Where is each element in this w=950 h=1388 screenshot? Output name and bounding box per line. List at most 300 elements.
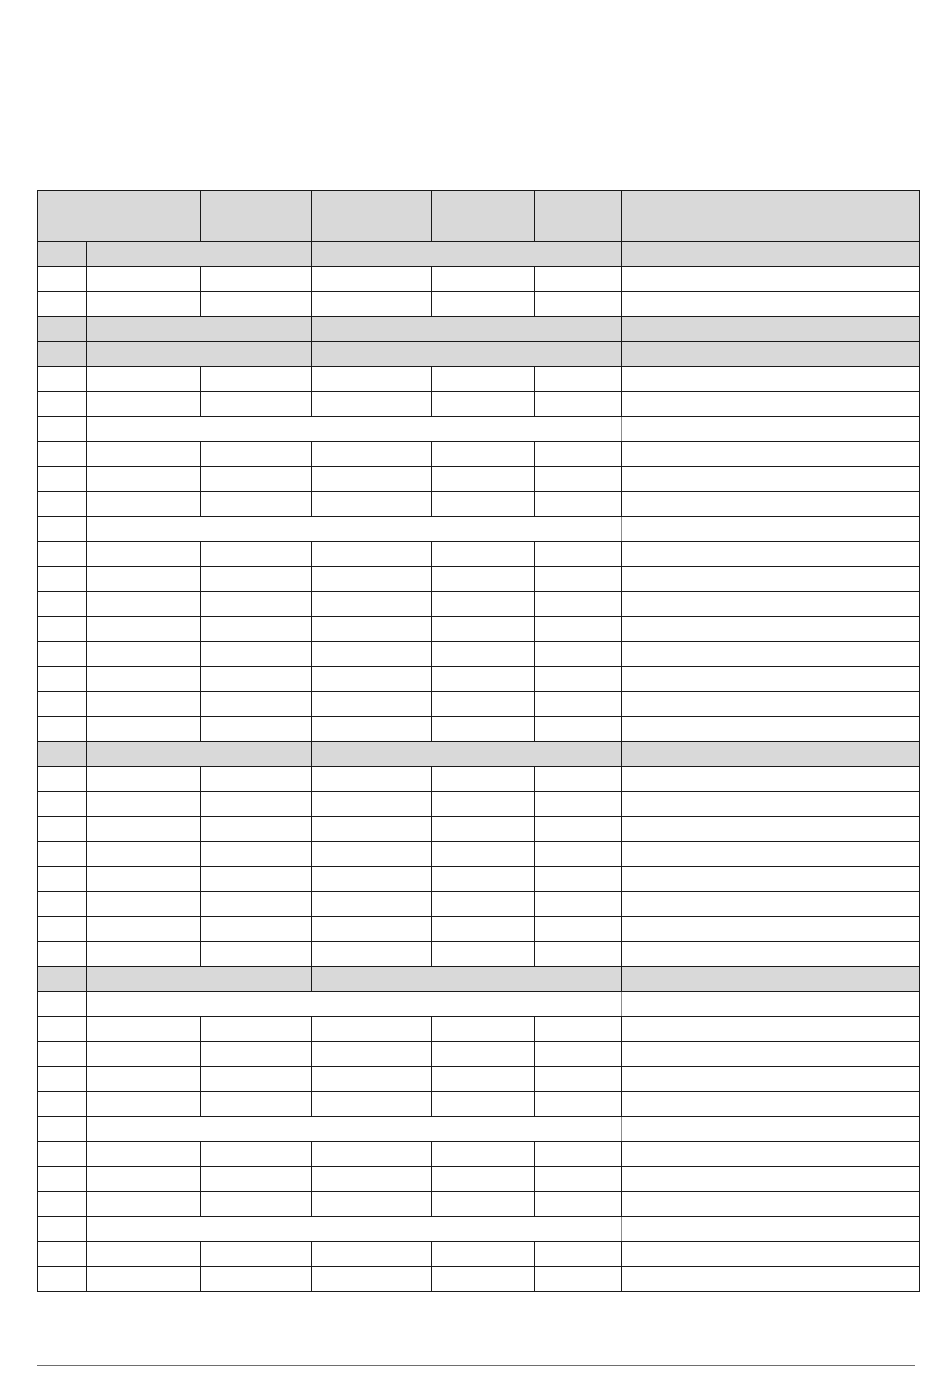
header-cell [201,191,312,242]
table-cell [622,917,920,942]
table-cell [87,792,201,817]
table-cell [622,817,920,842]
table-cell [432,617,535,642]
table-cell [201,617,312,642]
table-cell [201,292,312,317]
table-cell [38,767,87,792]
table-cell [535,1142,622,1167]
table-cell [201,767,312,792]
table-cell [87,692,201,717]
table-cell [38,542,87,567]
table-cell [535,1017,622,1042]
table-row [38,517,920,542]
table-cell [622,667,920,692]
table-cell [535,867,622,892]
table-cell [432,667,535,692]
table-cell [38,842,87,867]
table-cell [535,1192,622,1217]
table-cell [201,1017,312,1042]
table-cell [312,792,432,817]
table-cell [432,792,535,817]
table-row [38,917,920,942]
table-cell [622,992,920,1017]
table-cell [432,567,535,592]
table-cell [312,617,432,642]
table-cell [312,892,432,917]
table-cell [87,1042,201,1067]
header-cell [622,191,920,242]
table-cell [622,767,920,792]
table-cell [201,842,312,867]
table-cell [38,792,87,817]
table-cell [201,1142,312,1167]
table-cell [432,817,535,842]
table-row [38,1017,920,1042]
table-cell [201,1092,312,1117]
table-cell [432,1242,535,1267]
table-cell [432,942,535,967]
table-cell [535,492,622,517]
table-cell [38,1042,87,1067]
table-cell [535,692,622,717]
table-cell [622,717,920,742]
table-cell [87,842,201,867]
table-cell [38,417,87,442]
table-cell [201,692,312,717]
table-row [38,667,920,692]
table-cell [87,367,201,392]
table-row [38,992,920,1017]
table-cell [622,292,920,317]
table-cell [38,1117,87,1142]
footer-rule [37,1365,915,1366]
table-cell [87,1192,201,1217]
table-cell [622,1167,920,1192]
table-cell [622,392,920,417]
table-cell [87,867,201,892]
table-row [38,842,920,867]
table-cell [201,867,312,892]
table-cell [535,1067,622,1092]
table-cell [201,892,312,917]
table-cell [312,392,432,417]
table-row [38,492,920,517]
table-cell [432,642,535,667]
table-cell [622,542,920,567]
table-cell [201,1242,312,1267]
table-cell [622,1117,920,1142]
table-cell [535,1167,622,1192]
table-cell [201,917,312,942]
table-cell [38,717,87,742]
table-cell [87,767,201,792]
table-cell [87,717,201,742]
table-row [38,292,920,317]
table-cell [38,292,87,317]
table-cell [312,342,622,367]
table-cell [535,717,622,742]
table-cell [622,467,920,492]
table-cell [38,367,87,392]
table-cell [201,442,312,467]
table-cell [432,392,535,417]
table-cell [535,767,622,792]
table-cell [201,942,312,967]
table-cell [312,317,622,342]
table-cell [312,842,432,867]
table-cell [87,417,622,442]
table-cell [87,742,312,767]
table-cell [312,1142,432,1167]
table-cell [87,567,201,592]
table-cell [201,642,312,667]
table-row [38,1242,920,1267]
table-cell [312,967,622,992]
table-cell [622,1067,920,1092]
table-cell [312,942,432,967]
table-cell [622,742,920,767]
table-cell [87,467,201,492]
table-cell [201,542,312,567]
table-cell [87,342,312,367]
table-cell [87,267,201,292]
table-cell [87,817,201,842]
table-row [38,242,920,267]
table-cell [535,817,622,842]
table-cell [432,592,535,617]
table-cell [87,392,201,417]
table-cell [432,367,535,392]
table-cell [312,1017,432,1042]
table-row [38,692,920,717]
table-cell [432,1067,535,1092]
table-cell [535,917,622,942]
table-cell [622,842,920,867]
table-cell [38,442,87,467]
table-cell [622,1092,920,1117]
table-cell [38,1092,87,1117]
table-cell [535,367,622,392]
table-cell [87,617,201,642]
table-cell [432,767,535,792]
table-cell [312,242,622,267]
table-cell [432,267,535,292]
table-cell [622,1217,920,1242]
table-cell [432,1017,535,1042]
table-cell [432,467,535,492]
table-cell [38,1017,87,1042]
table-cell [535,1092,622,1117]
table-row [38,1142,920,1167]
table-row [38,542,920,567]
table-cell [312,667,432,692]
table-cell [622,1192,920,1217]
table-cell [87,442,201,467]
table-row [38,567,920,592]
table-cell [312,1042,432,1067]
table-cell [201,1267,312,1292]
table-cell [312,567,432,592]
table-cell [38,642,87,667]
table-cell [622,567,920,592]
table-cell [312,717,432,742]
table-cell [432,1167,535,1192]
table-row [38,417,920,442]
table-cell [38,517,87,542]
table-cell [201,1167,312,1192]
table-cell [38,967,87,992]
table-cell [535,617,622,642]
table-cell [535,667,622,692]
table-cell [312,442,432,467]
table-cell [622,342,920,367]
table-cell [622,1267,920,1292]
table-cell [432,292,535,317]
table-cell [201,1192,312,1217]
table-cell [312,1267,432,1292]
table-cell [201,267,312,292]
table-cell [535,892,622,917]
table-cell [87,592,201,617]
table-cell [432,1042,535,1067]
table-cell [38,742,87,767]
table-cell [535,842,622,867]
table-cell [87,1017,201,1042]
table-cell [622,367,920,392]
table-cell [535,642,622,667]
table-cell [312,542,432,567]
table-cell [201,817,312,842]
table-cell [312,742,622,767]
table-row [38,892,920,917]
table-cell [38,317,87,342]
table-row [38,1117,920,1142]
table-row [38,1192,920,1217]
table-cell [87,917,201,942]
table-cell [622,492,920,517]
table-cell [622,1242,920,1267]
table-cell [622,517,920,542]
table-cell [312,917,432,942]
table-cell [201,717,312,742]
table-cell [38,1142,87,1167]
table-row [38,1067,920,1092]
table-cell [38,1217,87,1242]
table-cell [432,692,535,717]
table-cell [312,817,432,842]
table-cell [312,267,432,292]
table-cell [622,642,920,667]
table-cell [622,1017,920,1042]
table-cell [87,1067,201,1092]
table-cell [87,1242,201,1267]
table-cell [432,867,535,892]
table-cell [622,892,920,917]
table-row [38,717,920,742]
table-cell [312,642,432,667]
table-cell [38,617,87,642]
table-cell [622,317,920,342]
table-cell [87,1092,201,1117]
table-cell [432,1267,535,1292]
table-cell [535,1267,622,1292]
table-cell [38,1067,87,1092]
table-row [38,367,920,392]
table-cell [622,267,920,292]
table-cell [622,1142,920,1167]
table-cell [432,1192,535,1217]
table-cell [38,242,87,267]
table-cell [312,367,432,392]
header-cell [535,191,622,242]
table-cell [535,567,622,592]
table-row [38,617,920,642]
table-cell [87,1142,201,1167]
table-cell [87,892,201,917]
table-row [38,317,920,342]
table-cell [87,542,201,567]
table-cell [432,442,535,467]
table-cell [535,592,622,617]
table-row [38,1042,920,1067]
table-cell [87,667,201,692]
table-cell [432,542,535,567]
table-cell [38,1242,87,1267]
table-cell [38,892,87,917]
table-row [38,467,920,492]
table-cell [87,1167,201,1192]
table-cell [201,492,312,517]
table-cell [432,717,535,742]
header-cell [312,191,432,242]
table-cell [312,1092,432,1117]
table-cell [312,1242,432,1267]
table-cell [38,667,87,692]
table-cell [312,492,432,517]
table-cell [535,1042,622,1067]
table-cell [535,442,622,467]
table-cell [201,367,312,392]
table-cell [87,1217,622,1242]
table-cell [38,392,87,417]
table-cell [312,592,432,617]
table-cell [201,1067,312,1092]
table-cell [38,1167,87,1192]
table-cell [38,992,87,1017]
table-cell [312,292,432,317]
table-cell [432,492,535,517]
table-cell [87,517,622,542]
table-cell [432,892,535,917]
table-cell [535,542,622,567]
table-cell [622,942,920,967]
table-row [38,1217,920,1242]
table-cell [535,292,622,317]
table-cell [432,1142,535,1167]
table-cell [87,317,312,342]
table-row [38,742,920,767]
table-cell [38,567,87,592]
table-cell [622,442,920,467]
table-row [38,867,920,892]
table-cell [622,867,920,892]
table-cell [535,942,622,967]
table-cell [432,842,535,867]
table-cell [201,1042,312,1067]
table-row [38,1267,920,1292]
table-cell [38,467,87,492]
table-cell [312,467,432,492]
table-header-row [38,191,920,242]
table-cell [535,467,622,492]
table-row [38,767,920,792]
table-cell [312,1192,432,1217]
table-row [38,267,920,292]
table-cell [312,767,432,792]
table-cell [38,592,87,617]
table-cell [622,967,920,992]
table-cell [38,692,87,717]
header-cell [38,191,201,242]
table-row [38,967,920,992]
table-row [38,342,920,367]
table-cell [38,867,87,892]
empty-grid-table [37,190,920,1292]
table-cell [87,492,201,517]
table-cell [312,1167,432,1192]
table-cell [432,1092,535,1117]
table-cell [201,467,312,492]
table-cell [535,392,622,417]
table-cell [622,242,920,267]
table-cell [87,992,622,1017]
table-cell [201,392,312,417]
table-cell [38,1192,87,1217]
table-row [38,642,920,667]
table-cell [38,342,87,367]
table-cell [201,667,312,692]
table-cell [622,417,920,442]
table-cell [38,492,87,517]
table-cell [38,942,87,967]
table-cell [38,1267,87,1292]
table-cell [622,592,920,617]
table-cell [87,967,312,992]
table-cell [87,942,201,967]
table-cell [622,1042,920,1067]
table-cell [87,242,312,267]
table-cell [312,692,432,717]
table-row [38,1092,920,1117]
table-cell [535,267,622,292]
header-cell [432,191,535,242]
table-cell [201,792,312,817]
table-row [38,592,920,617]
table-cell [38,917,87,942]
table-cell [535,1242,622,1267]
table-row [38,442,920,467]
table-row [38,817,920,842]
table-row [38,942,920,967]
table-cell [312,867,432,892]
table-row [38,792,920,817]
table-cell [87,1267,201,1292]
table-cell [87,292,201,317]
table-row [38,1167,920,1192]
table-cell [87,642,201,667]
table-cell [622,692,920,717]
table-cell [312,1067,432,1092]
